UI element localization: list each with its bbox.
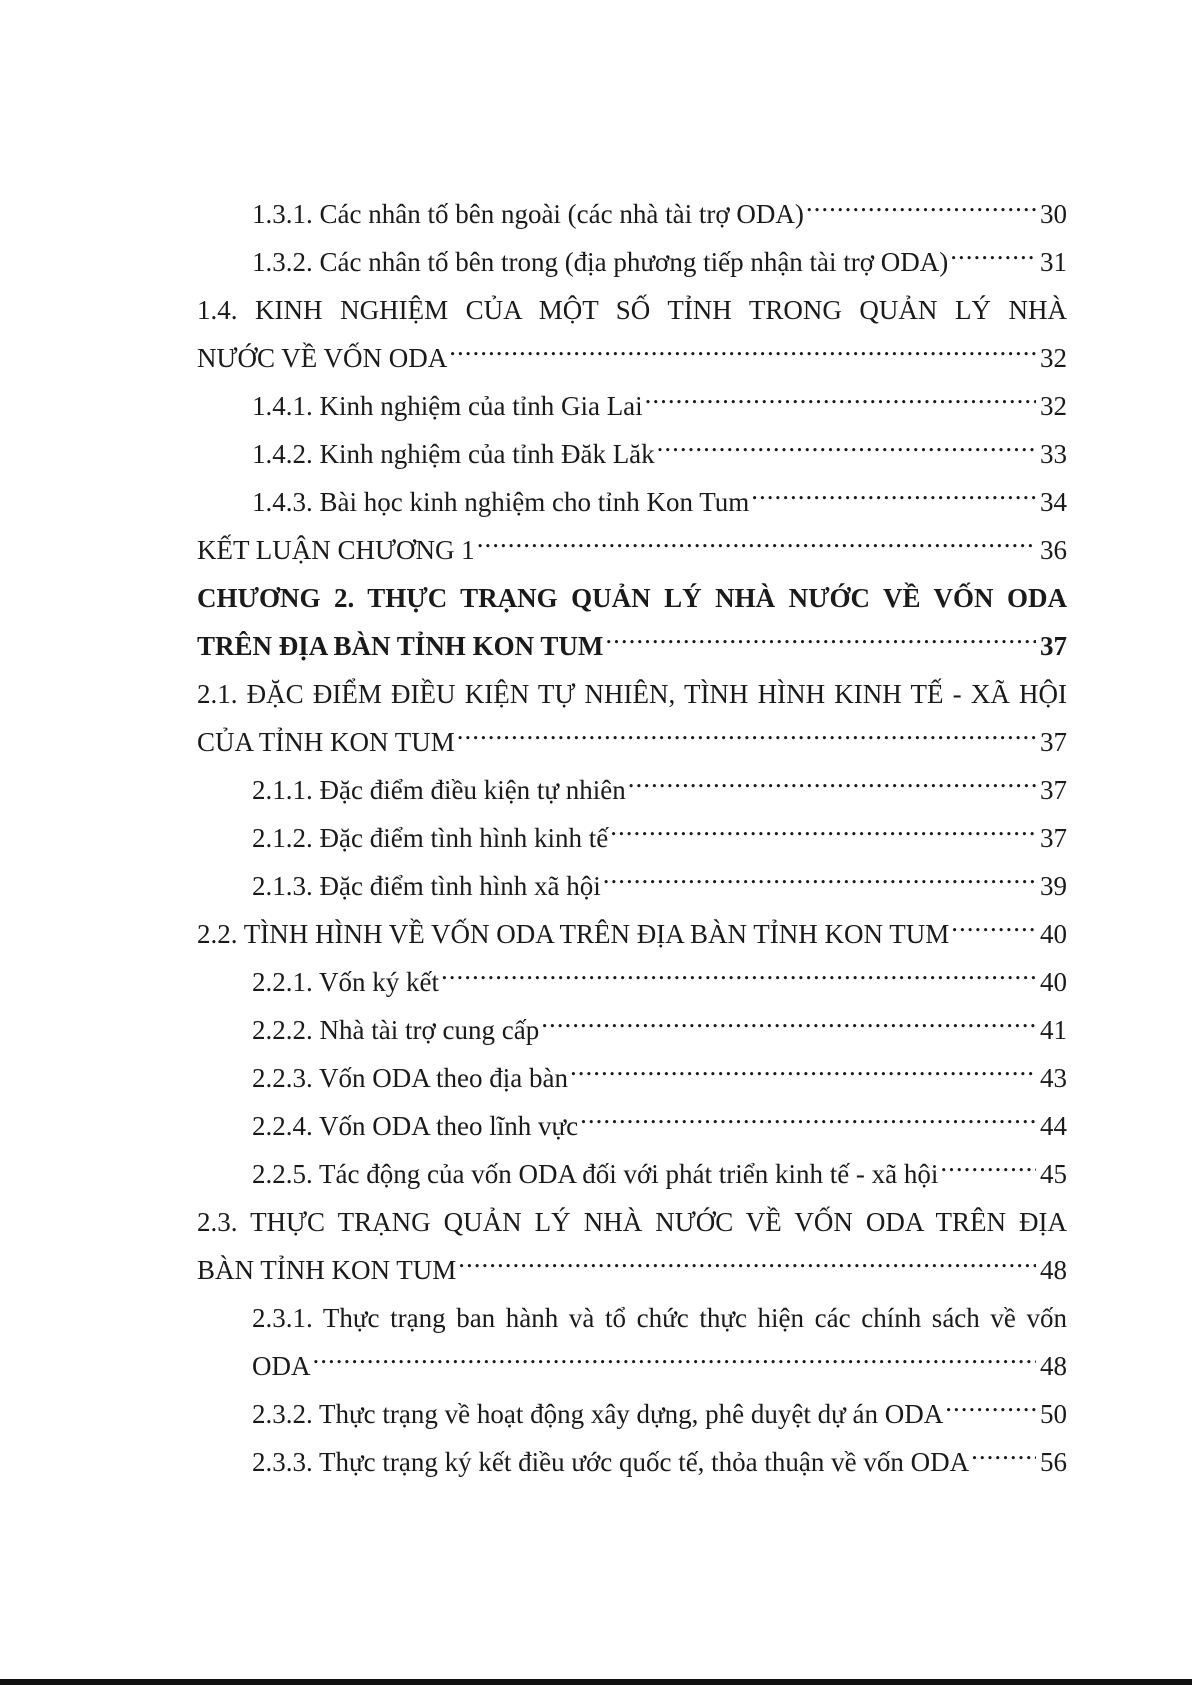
- toc-entry-title: 2.3.3. Thực trạng ký kết điều ước quốc tế, thỏa thuận về vốn ODA: [252, 1447, 970, 1477]
- toc-entry-title: 2.3.2. Thực trạng về hoạt động xây dựng, phê duyệt dự án ODA: [252, 1399, 944, 1429]
- toc-entry[interactable]: [197, 1438, 1067, 1486]
- dot-leader: [457, 724, 1036, 751]
- toc-page-number: 40: [1040, 967, 1067, 997]
- dot-leader: [657, 436, 1036, 463]
- toc-entry-title: 2.2.3. Vốn ODA theo địa bàn: [252, 1063, 568, 1093]
- toc-entry-title: KẾT LUẬN CHƯƠNG 1: [197, 535, 475, 565]
- dot-leader: [580, 1108, 1036, 1135]
- toc-entry-title: NƯỚC VỀ VỐN ODA: [197, 343, 448, 373]
- table-of-contents: [197, 190, 1067, 1486]
- toc-entry-title: 1.4.3. Bài học kinh nghiệm cho tỉnh Kon Tum: [252, 487, 750, 517]
- toc-page-number: 50: [1040, 1399, 1067, 1429]
- toc-page-number: 39: [1040, 871, 1067, 901]
- toc-entry-title-line: 2.1. ĐẶC ĐIỂM ĐIỀU KIỆN TỰ NHIÊN, TÌNH HÌNH KINH TẾ - XÃ HỘI: [197, 679, 1067, 709]
- dot-leader: [645, 388, 1036, 415]
- dot-leader: [751, 484, 1036, 511]
- toc-entry[interactable]: [197, 958, 1067, 1006]
- toc-entry-title: 2.1.1. Đặc điểm điều kiện tự nhiên: [252, 775, 626, 805]
- toc-entry[interactable]: [197, 1198, 1067, 1294]
- toc-entry[interactable]: [197, 1006, 1067, 1054]
- toc-entry[interactable]: [197, 382, 1067, 430]
- toc-entry[interactable]: [197, 1054, 1067, 1102]
- toc-entry-title: ODA: [252, 1351, 311, 1381]
- toc-entry-title: CỦA TỈNH KON TUM: [197, 727, 455, 757]
- dot-leader: [603, 868, 1036, 895]
- dot-leader: [570, 1060, 1036, 1087]
- toc-entry-title: 2.2.1. Vốn ký kết: [252, 967, 439, 997]
- dot-leader: [610, 820, 1036, 847]
- page-bottom-border: [0, 1679, 1192, 1685]
- toc-page-number: 33: [1040, 439, 1067, 469]
- dot-leader: [313, 1348, 1037, 1375]
- toc-entry[interactable]: [197, 238, 1067, 286]
- toc-entry-title: 2.2.4. Vốn ODA theo lĩnh vực: [252, 1111, 579, 1141]
- toc-entry-title: 1.4.2. Kinh nghiệm của tỉnh Đăk Lăk: [252, 439, 655, 469]
- dot-leader: [605, 628, 1036, 655]
- toc-entry-title-line: CHƯƠNG 2. THỰC TRẠNG QUẢN LÝ NHÀ NƯỚC VỀ VỐN ODA: [197, 583, 1067, 613]
- toc-page-number: 37: [1040, 775, 1067, 805]
- toc-page-number: 34: [1040, 487, 1067, 517]
- toc-page-number: 43: [1040, 1063, 1067, 1093]
- toc-page-number: 40: [1040, 919, 1067, 949]
- dot-leader: [628, 772, 1036, 799]
- toc-page-number: 32: [1040, 343, 1067, 373]
- dot-leader: [950, 244, 1036, 271]
- dot-leader: [441, 964, 1036, 991]
- toc-entry-title-line: 1.4. KINH NGHIỆM CỦA MỘT SỐ TỈNH TRONG QUẢN LÝ NHÀ: [197, 295, 1067, 325]
- toc-entry-title: TRÊN ĐỊA BÀN TỈNH KON TUM: [197, 631, 604, 661]
- toc-entry[interactable]: [197, 526, 1067, 574]
- toc-entry[interactable]: [197, 1294, 1067, 1390]
- dot-leader: [449, 340, 1036, 367]
- toc-entry-title-line: 2.3.1. Thực trạng ban hành và tổ chức thực hiện các chính sách về vốn: [252, 1303, 1067, 1333]
- toc-entry-title: 1.3.2. Các nhân tố bên trong (địa phương tiếp nhận tài trợ ODA): [252, 247, 949, 277]
- toc-entry[interactable]: [197, 286, 1067, 382]
- toc-entry-title: 2.2. TÌNH HÌNH VỀ VỐN ODA TRÊN ĐỊA BÀN TỈNH KON TUM: [197, 919, 950, 949]
- toc-entry-title: 2.2.2. Nhà tài trợ cung cấp: [252, 1015, 540, 1045]
- toc-entry[interactable]: [197, 430, 1067, 478]
- toc-page-number: 56: [1040, 1447, 1067, 1477]
- toc-page-number: 32: [1040, 391, 1067, 421]
- toc-entry[interactable]: [197, 1150, 1067, 1198]
- toc-page-number: 31: [1040, 247, 1067, 277]
- dot-leader: [945, 1396, 1036, 1423]
- dot-leader: [477, 532, 1036, 559]
- toc-page-number: 37: [1040, 631, 1067, 661]
- toc-page-number: 37: [1040, 727, 1067, 757]
- toc-entry[interactable]: [197, 862, 1067, 910]
- toc-entry-title-line: 2.3. THỰC TRẠNG QUẢN LÝ NHÀ NƯỚC VỀ VỐN ODA TRÊN ĐỊA: [197, 1207, 1067, 1237]
- toc-entry-title: BÀN TỈNH KON TUM: [197, 1255, 457, 1285]
- dot-leader: [951, 916, 1036, 943]
- toc-entry-title: 2.1.3. Đặc điểm tình hình xã hội: [252, 871, 601, 901]
- toc-entry[interactable]: [197, 190, 1067, 238]
- toc-page-number: 44: [1040, 1111, 1067, 1141]
- toc-page-number: 48: [1040, 1351, 1067, 1381]
- toc-entry[interactable]: [197, 478, 1067, 526]
- toc-entry[interactable]: [197, 910, 1067, 958]
- toc-entry[interactable]: [197, 814, 1067, 862]
- toc-page-number: 30: [1040, 199, 1067, 229]
- toc-entry-title: 1.4.1. Kinh nghiệm của tỉnh Gia Lai: [252, 391, 643, 421]
- toc-entry[interactable]: [197, 766, 1067, 814]
- toc-entry[interactable]: [197, 574, 1067, 670]
- dot-leader: [971, 1444, 1036, 1471]
- dot-leader: [541, 1012, 1036, 1039]
- toc-page-number: 41: [1040, 1015, 1067, 1045]
- toc-entry-title: 1.3.1. Các nhân tố bên ngoài (các nhà tài trợ ODA): [252, 199, 804, 229]
- toc-entry[interactable]: [197, 670, 1067, 766]
- dot-leader: [458, 1252, 1036, 1279]
- toc-entry-title: 2.2.5. Tác động của vốn ODA đối với phát triển kinh tế - xã hội: [252, 1159, 939, 1189]
- toc-page-number: 48: [1040, 1255, 1067, 1285]
- toc-entry[interactable]: [197, 1102, 1067, 1150]
- dot-leader: [806, 196, 1036, 223]
- toc-page-number: 45: [1040, 1159, 1067, 1189]
- toc-entry[interactable]: [197, 1390, 1067, 1438]
- toc-page-number: 36: [1040, 535, 1067, 565]
- dot-leader: [940, 1156, 1036, 1183]
- toc-page-number: 37: [1040, 823, 1067, 853]
- toc-entry-title: 2.1.2. Đặc điểm tình hình kinh tế: [252, 823, 609, 853]
